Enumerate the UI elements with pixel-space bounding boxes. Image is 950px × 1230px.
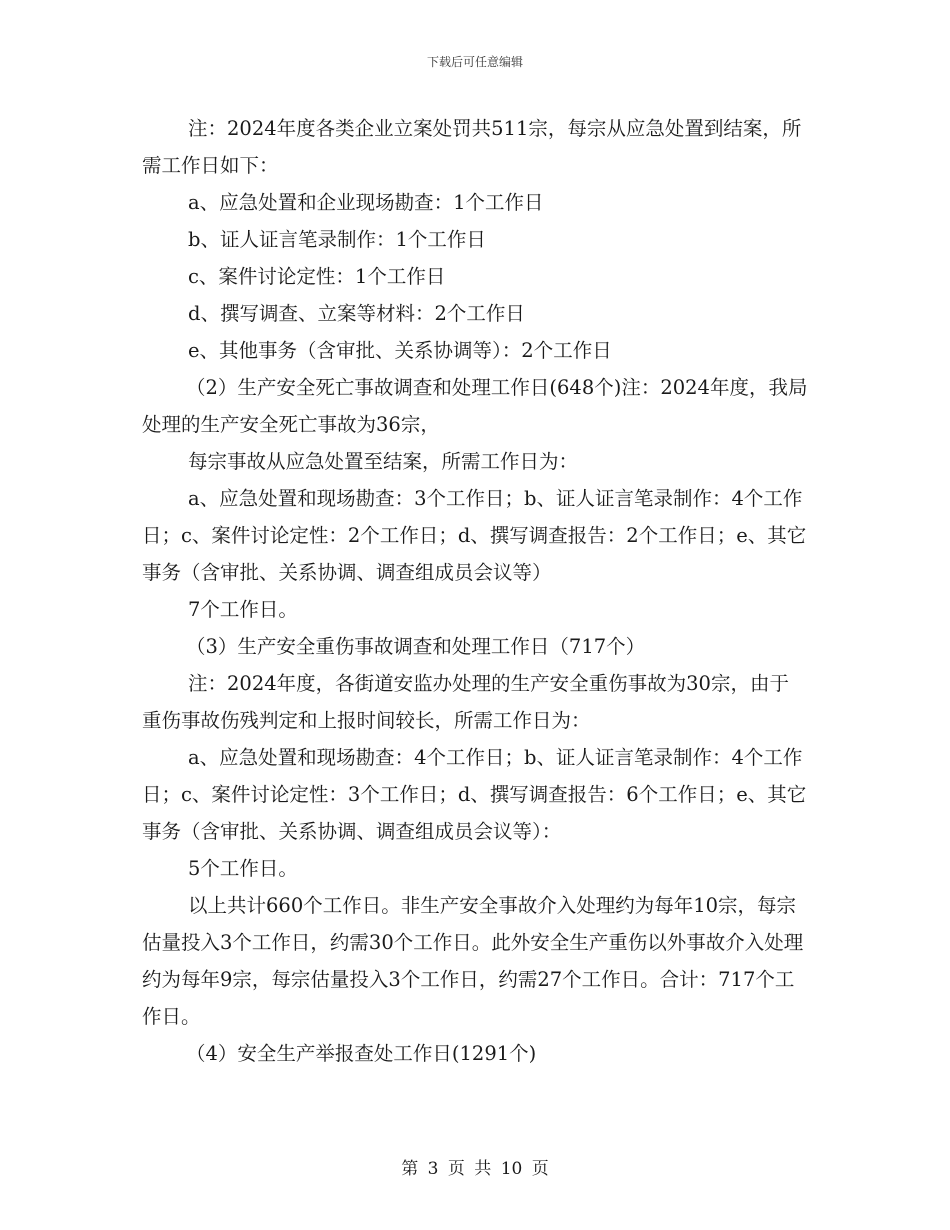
paragraph-death-accident-intro: 每宗事故从应急处置至结案，所需工作日为： (188, 450, 579, 473)
paragraph-injury-days: a、应急处置和现场勘查：4个工作日；b、证人证言笔录制作：4个工作日；c、案件讨论定性：3个工作日；d、撰写调查报告：6个工作日；e、其它事务（含审批、关系协调、调查组成员会议等）： (142, 746, 807, 843)
paragraph-summary: 以上共计660个工作日。非生产安全事故介入处理约为每年10宗，每宗估量投入3个工作日，约需30个工作日。此外安全生产重伤以外事故介入处理约为每年9宗，每宗估量投入3个工作日，约需27个工作日。合计：717个工作日。 (142, 894, 804, 1028)
list-item-e: e、其他事务（含审批、关系协调等）：2个工作日 (188, 339, 612, 362)
section-2-heading: （2）生产安全死亡事故调查和处理工作日(648个)注：2024年度，我局处理的生产安全死亡事故为36宗， (142, 376, 808, 436)
list-item-b: b、证人证言笔录制作：1个工作日 (188, 228, 486, 251)
list-item-a: a、应急处置和企业现场勘查：1个工作日 (188, 191, 544, 214)
document-body (142, 110, 808, 1072)
paragraph-note-2024-cases: 注：2024年度各类企业立案处罚共511宗，每宗从应急处置到结案，所需工作日如下： (142, 117, 802, 177)
section-4-heading: （4）安全生产举报查处工作日(1291个) (186, 1042, 537, 1065)
paragraph-injury-note: 注：2024年度，各街道安监办处理的生产安全重伤事故为30宗，由于重伤事故伤残判定和上报时间较长，所需工作日为： (142, 672, 789, 732)
paragraph-injury-total: 5个工作日。 (188, 857, 298, 880)
section-3-heading: （3）生产安全重伤事故调查和处理工作日（717个） (186, 635, 646, 658)
page-header: 下载后可任意编辑 (426, 55, 523, 69)
paragraph-death-accident-days: a、应急处置和现场勘查：3个工作日；b、证人证言笔录制作：4个工作日；c、案件讨论定性：2个工作日；d、撰写调查报告：2个工作日；e、其它事务（含审批、关系协调、调查组成员会议等） (142, 487, 807, 584)
list-item-d: d、撰写调查、立案等材料：2个工作日 (188, 302, 525, 325)
list-item-c: c、案件讨论定性：1个工作日 (188, 265, 446, 288)
page-footer: 第 3 页 共 10 页 (401, 1159, 549, 1179)
paragraph-death-accident-total: 7个工作日。 (188, 598, 298, 621)
